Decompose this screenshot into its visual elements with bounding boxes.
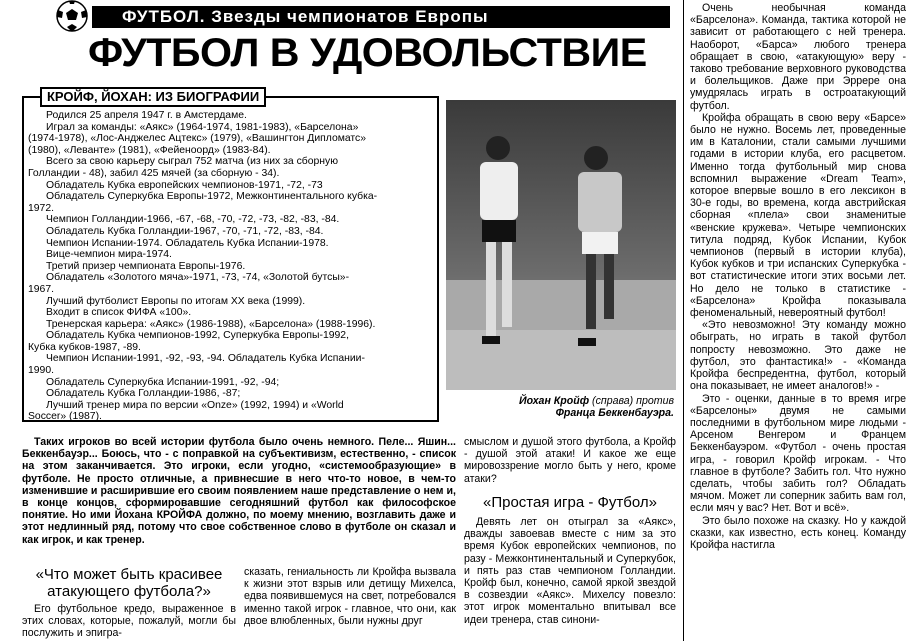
bio-line: Чемпион Испании-1991, -92, -93, -94. Обладатель Кубка Испании-	[46, 353, 365, 365]
bio-line: 1972.	[28, 202, 55, 214]
right-paragraph: Это - оценки, данные в то время игре «Барселоны» двумя не самыми последними в футбольном мире людьми - Арсеном Венгером и Францем Беккенбауэром. «Футбол - очень простая игра, - говорил Кройф игрокам. - Что главное в футболе? Забить гол. Что нужно сделать, чтобы забить гол? Обладать мячом. Может ли соперник забить вам гол, если мяч у вас? Нет. Вот и всё».	[690, 392, 906, 515]
photo	[446, 100, 676, 390]
lead-paragraph	[22, 436, 456, 546]
col2-paragraph: сказать, гениальность ли Кройфа вызвала к жизни этот взрыв или детищу Михелса, едва появившемуся на свет, потребовался именно такой игрок - главное, что они, как двое влюбленных, были нужны друг	[244, 566, 456, 627]
caption-name: Йохан Кройф	[518, 395, 590, 407]
col3-top	[464, 436, 676, 485]
bio-line: 1967.	[28, 283, 55, 295]
lead-text: Таких игроков во всей истории футбола было очень немного. Пеле... Яшин... Беккенбауэр... Боюсь, что - с поправкой на субъективизм, естественно, - список на этом заканчивается. Это игроки, если угодно, «системообразующие» в футболе. Не просто отличные, а привнесшие в него что-то новое, в чем-то изменившие и расширившие его своим появлением наше представление о нем и, в конце концов, сформировавшие сегодняшний футбол как философское понятие. Но ими Йохана КРОЙФА должно, по моему мнению, возглавить даже и этот недлинный ряд, потому что свое собственное слово в футболе он сказал и как игрок, и как тренер.	[22, 436, 456, 546]
bio-line: Лучший футболист Европы по итогам ХХ века (1999).	[46, 295, 306, 307]
bio-heading: КРОЙФ, ЙОХАН: ИЗ БИОГРАФИИ	[40, 87, 266, 107]
caption-rest: Франца Беккенбауэра.	[555, 407, 674, 419]
bio-line: 1990.	[28, 365, 55, 377]
bio-line: Всего за свою карьеру сыграл 752 матча (из них за сборную	[46, 156, 339, 168]
bio-line: Чемпион Испании-1974. Обладатель Кубка Испании-1978.	[46, 237, 329, 249]
rubric-bar	[92, 6, 670, 28]
players-photo-icon	[446, 100, 676, 390]
subhead-2: «Простая игра - Футбол»	[483, 494, 657, 511]
bio-line: Обладатель Суперкубка Испании-1991, -92, -94;	[46, 376, 280, 388]
bio-line: Обладатель Суперкубка Европы-1972, Межконтинентального кубка-	[46, 191, 378, 203]
bio-line: Обладатель Кубка Голландии-1986, -87;	[46, 388, 241, 400]
right-paragraph: Кройфа обращать в свою веру «Барсе» было не нужно. Восемь лет, проведенные им в Каталонии, стали самыми лучшими годами в истории клуба, его расцветом. Именно тогда футбольный мир снова вспомнил выражение «Dream Team», которое впервые вошло в его лексикон в 30-е годы, во времена, когда австрийская сборная «плела» свои знаменитые «венские кружева». Четыре чемпионских титула подряд, Кубок Испании, Кубок чемпионов (первый в истории клуба), Кубок кубков и три испанских Суперкубка - вот статистические итоги этих восьми лет. Но дело не только в статистике - «Барселона» Кройфа показывала феноменальный, невероятный футбол!	[690, 111, 906, 320]
football-icon	[52, 0, 92, 32]
bio-line: Обладатель Кубка чемпионов-1992, Суперкубка Европы-1992,	[46, 330, 349, 342]
bio-line: Голландии - 48), забил 425 мячей (за сборную - 34).	[28, 167, 280, 179]
col3-paragraph: Девять лет он отыграл за «Аякс», дважды завоевав вместе с ним за это время Кубок европейских чемпионов, по разу - Межконтинентальный и Суперкубок, и пять раз став чемпионом Голландии. Кройф был, конечно, самой яркой звездой в созвездии «Аякс». Михелсу повезло: этот игрок моментально впитывал все идеи тренера, став синони-	[464, 516, 676, 626]
bio-line: Третий призер чемпионата Европы-1976.	[46, 260, 246, 272]
rubric-text: ФУТБОЛ. Звезды чемпионатов Европы	[122, 7, 489, 26]
headline: ФУТБОЛ В УДОВОЛЬСТВИЕ	[88, 31, 647, 75]
col3-text	[464, 516, 676, 626]
col3-top-paragraph: смыслом и душой этого футбола, а Кройф - душой этой атаки! И какое же еще мировоззрение могло быть у него, кроме атаки?	[464, 436, 676, 485]
col1-paragraph: Его футбольное кредо, выраженное в этих словах, которые, пожалуй, могли бы послужить и эпигра-	[22, 603, 236, 640]
caption-middle: (справа) против	[589, 395, 674, 407]
bio-line: Soccer» (1987).	[28, 411, 102, 423]
bio-line: Чемпион Голландии-1966, -67, -68, -70, -72, -73, -82, -83, -84.	[46, 214, 340, 226]
bio-line: Вице-чемпион мира-1974.	[46, 249, 172, 261]
bio-line: Родился 25 апреля 1947 г. в Амстердаме.	[46, 110, 247, 121]
bio-line: Лучший тренер мира по версии «Onze» (1992, 1994) и «World	[46, 399, 344, 411]
bio-line: Играл за команды: «Аякс» (1964-1974, 1981-1983), «Барселона»	[46, 121, 359, 133]
right-column	[690, 2, 906, 551]
bio-line: Обладатель Кубка европейских чемпионов-1971, -72, -73	[46, 179, 323, 191]
bio-line: (1974-1978), «Лос-Анджелес Ацтекс» (1979), «Вашингтон Дипломатс»	[28, 133, 367, 145]
bio-line: Обладатель «Золотого мяча»-1971, -73, -74, «Золотой бутсы»-	[46, 272, 350, 284]
bio-line: Кубка кубков-1987, -89.	[28, 341, 141, 353]
bio-line: Входит в список ФИФА «100».	[46, 307, 192, 319]
right-paragraph: «Это невозможно! Эту команду можно обыграть, но играть в такой футбол попросту невозможно. Это даже не футбол, это фантастика!» - «Команда Кройфа беспредентна, футбол, который она показывает, не имеет аналогов!» -	[690, 319, 906, 393]
bio-line: Обладатель Кубка Голландии-1967, -70, -71, -72, -83, -84.	[46, 225, 324, 237]
bio-line: (1980), «Леванте» (1981), «Фейеноорд» (1983-84).	[28, 144, 271, 156]
right-paragraph: Это было похоже на сказку. Но у каждой сказки, как известно, есть конец. Команду Кройфа настигла	[690, 514, 906, 551]
subhead-1: «Что может быть красивее атакующего футбола?»	[35, 566, 223, 600]
col2-text	[244, 566, 456, 627]
column-divider	[683, 0, 684, 641]
bio-line: Тренерская карьера: «Аякс» (1986-1988), «Барселона» (1988-1996).	[46, 318, 376, 330]
bio-list	[28, 110, 438, 423]
photo-caption	[446, 395, 674, 419]
col1-text	[22, 603, 236, 640]
right-paragraph: Очень необычная команда «Барселона». Команда, тактика которой не зависит от работающего с ней тренера. Наоборот, «Барса» любого тренера обращает в свою, «атакующую» веру - таково требование верховного руководства и болельщиков. Даже при Эррере она умудрялась играть в остроатакующий футбол.	[690, 2, 906, 112]
